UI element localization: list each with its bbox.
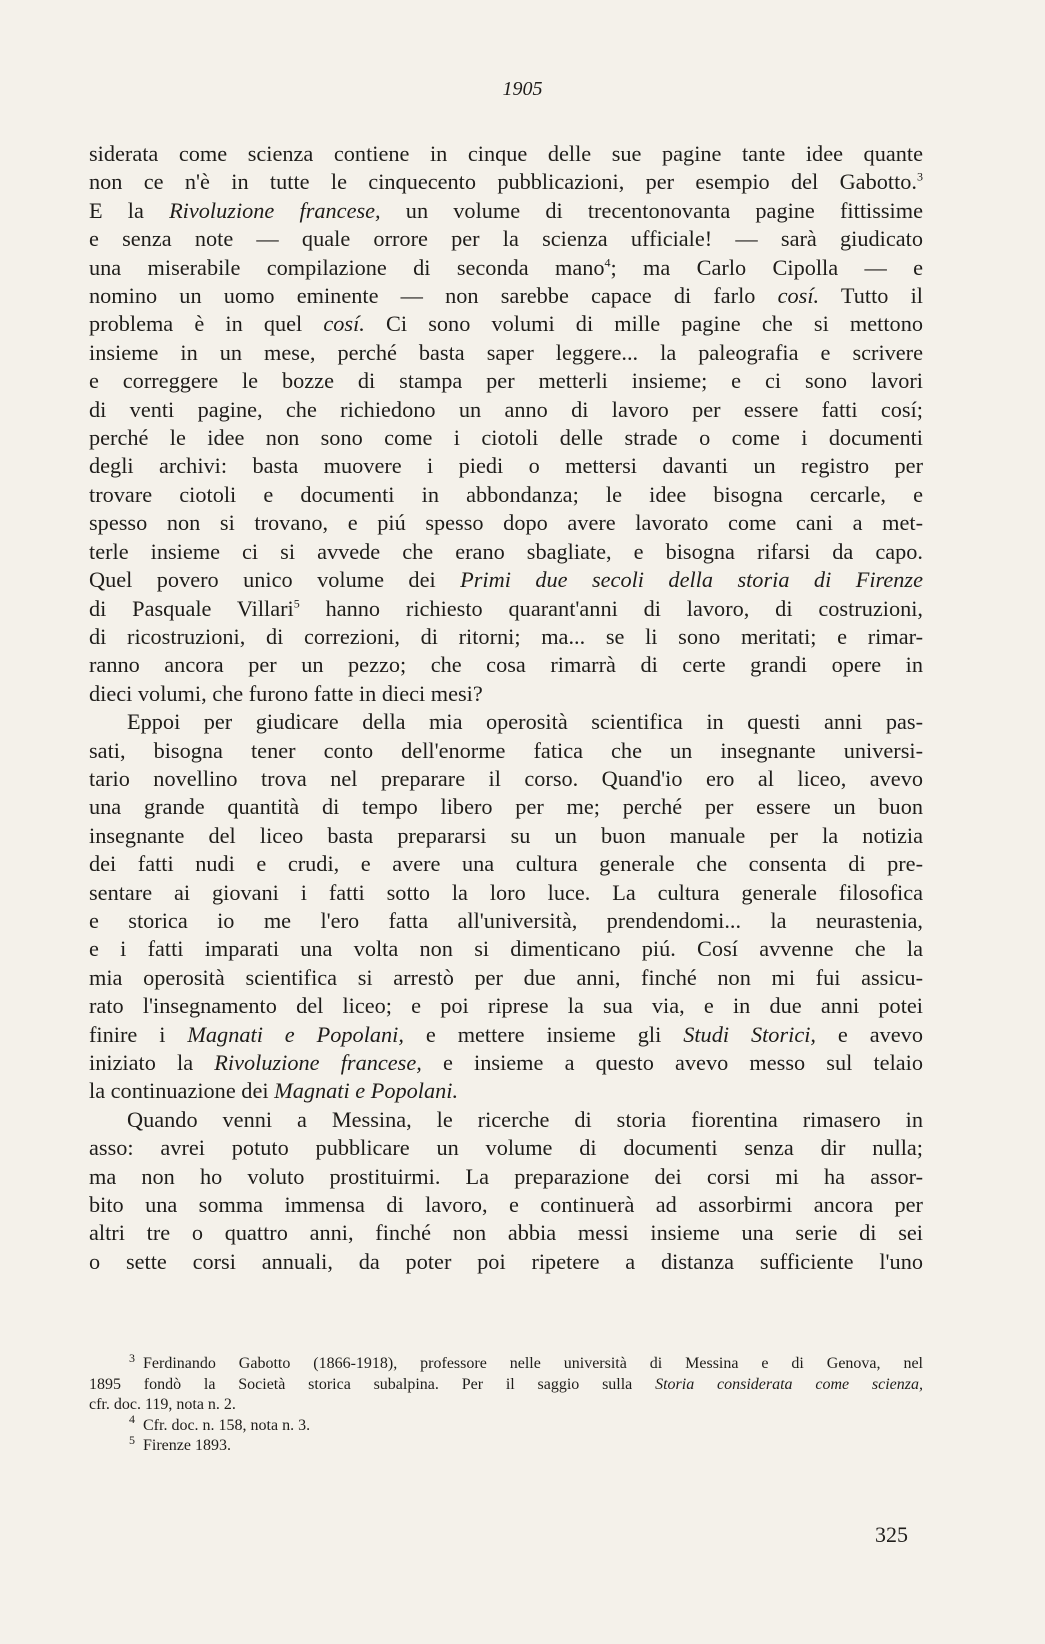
footnote-ref-3[interactable]: 3: [917, 169, 923, 184]
text-line: E la Rivoluzione francese, un volume di trecentonovanta pagine fittissime: [89, 197, 923, 223]
text-line: finire i Magnati e Popolani, e mettere insieme gli Studi Storici, e avevo: [89, 1021, 923, 1047]
text-line: degli archivi: basta muovere i piedi o mettersi davanti un registro per: [89, 453, 923, 479]
text-line: Quando venni a Messina, le ricerche di storia fiorentina rimasero in: [127, 1106, 923, 1132]
footnote-line: $^4$ Cfr. doc. n. 158, nota n. 3.: [129, 1412, 311, 1434]
text-line: una miserabile compilazione di seconda mano$^4$; ma Carlo Cipolla — e: [89, 254, 924, 280]
text-line: e senza note — quale orrore per la scienza ufficiale! — sarà giudicato: [89, 226, 923, 252]
paragraph-2: [89, 708, 923, 1106]
text-line: asso: avrei potuto pubblicare un volume di documenti senza dir nulla;: [89, 1135, 923, 1161]
footnote-line: $^5$ Firenze 1893.: [129, 1432, 231, 1454]
text-line: bito una somma immensa di lavoro, e continuerà ad assorbirmi ancora per: [89, 1192, 923, 1218]
footnote-3: [89, 1350, 923, 1416]
text-line: altri tre o quattro anni, finché non abbia messi insieme una serie di sei: [89, 1220, 923, 1246]
text-line: perché le idee non sono come i ciotoli delle strade o come i documenti: [89, 425, 923, 451]
text-line: trovare ciotoli e documenti in abbondanza; le idee bisogna cercarle, e: [89, 481, 923, 507]
text-line: e correggere le bozze di stampa per metterli insieme; e ci sono lavori: [89, 368, 923, 394]
text-line: dieci volumi, che furono fatte in dieci mesi?: [89, 680, 483, 706]
footnote-mark: 4: [129, 1412, 135, 1427]
paragraph-1: [89, 140, 923, 708]
footnote-line: $^3$ Ferdinando Gabotto (1866-1918), professore nelle università di Messina e di Genova, nel: [129, 1350, 923, 1372]
footnote-line: 1895 fondò la Società storica subalpina. Per il saggio sulla Storia considerata come scienza,: [89, 1375, 923, 1393]
text-line: la continuazione dei Magnati e Popolani.: [89, 1078, 459, 1104]
text-line: insegnante del liceo basta prepararsi su un buon manuale per la notizia: [89, 822, 923, 848]
running-header-year: 1905: [502, 78, 543, 100]
text-line: o sette corsi annuali, da poter poi ripetere a distanza sufficiente l'uno: [89, 1248, 923, 1274]
footnote-line: cfr. doc. 119, nota n. 2.: [89, 1396, 236, 1413]
text-line: e storica io me l'ero fatta all'università, prendendomi... la neurastenia,: [89, 907, 923, 933]
text-line: terle insieme ci si avvede che erano sbagliate, e bisogna rifarsi da capo.: [89, 538, 923, 564]
footnote-ref-5[interactable]: 5: [293, 596, 300, 611]
text-line: e i fatti imparati una volta non si dimenticano piú. Cosí avvenne che la: [89, 936, 923, 962]
footnote-5: [89, 1432, 923, 1457]
text-line: di ricostruzioni, di correzioni, di ritorni; ma... se li sono meritati; e rimar-: [89, 623, 923, 649]
footnote-mark: 3: [129, 1350, 135, 1365]
footnote-4: [89, 1412, 923, 1437]
text-line: mia operosità scientifica si arrestò per due anni, finché non mi fui assicu-: [89, 964, 923, 990]
text-line: dei fatti nudi e crudi, e avere una cultura generale che consenta di pre-: [89, 851, 923, 877]
text-line: ranno ancora per un pezzo; che cosa rimarrà di certe grandi opere in: [89, 652, 923, 678]
text-line: una grande quantità di tempo libero per me; perché per essere un buon: [89, 794, 923, 820]
footnote-ref-4[interactable]: 4: [604, 255, 611, 270]
text-line: sati, bisogna tener conto dell'enorme fatica che un insegnante universi-: [89, 737, 923, 763]
body-text: [89, 140, 923, 1276]
text-line: rato l'insegnamento del liceo; e poi riprese la sua via, e in due anni potei: [89, 993, 923, 1019]
text-line: spesso non si trovano, e piú spesso dopo avere lavorato come cani a met-: [89, 510, 923, 536]
text-line: problema è in quel cosí. Ci sono volumi di mille pagine che si mettono: [89, 311, 923, 337]
text-line: siderata come scienza contiene in cinque delle sue pagine tante idee quante: [89, 141, 923, 166]
footnote-mark: 5: [129, 1432, 135, 1447]
text-line: non ce n'è in tutte le cinquecento pubblicazioni, per esempio del Gabotto.$^3$: [89, 169, 923, 195]
text-line: tario novellino trova nel preparare il corso. Quand'io ero al liceo, avevo: [89, 765, 923, 791]
text-line: di Pasquale Villari$^5$ hanno richiesto quarant'anni di lavoro, di costruzioni,: [89, 595, 924, 621]
page-number: 325: [875, 1522, 908, 1547]
text-line: ma non ho voluto prostituirmi. La preparazione dei corsi mi ha assor-: [89, 1163, 923, 1189]
paragraph-3: [89, 1106, 923, 1276]
footnotes: [89, 1350, 923, 1457]
text-line: Eppoi per giudicare della mia operosità scientifica in questi anni pas-: [127, 709, 923, 735]
text-line: Quel povero unico volume dei Primi due secoli della storia di Firenze: [89, 567, 923, 593]
text-line: sentare ai giovani i fatti sotto la loro luce. La cultura generale filosofica: [89, 879, 923, 905]
text-line: nomino un uomo eminente — non sarebbe capace di farlo cosí. Tutto il: [89, 283, 923, 309]
text-line: insieme in un mese, perché basta saper leggere... la paleografia e scrivere: [89, 339, 923, 365]
text-line: di venti pagine, che richiedono un anno di lavoro per essere fatti cosí;: [89, 396, 923, 422]
text-line: iniziato la Rivoluzione francese, e insieme a questo avevo messo sul telaio: [89, 1050, 924, 1075]
